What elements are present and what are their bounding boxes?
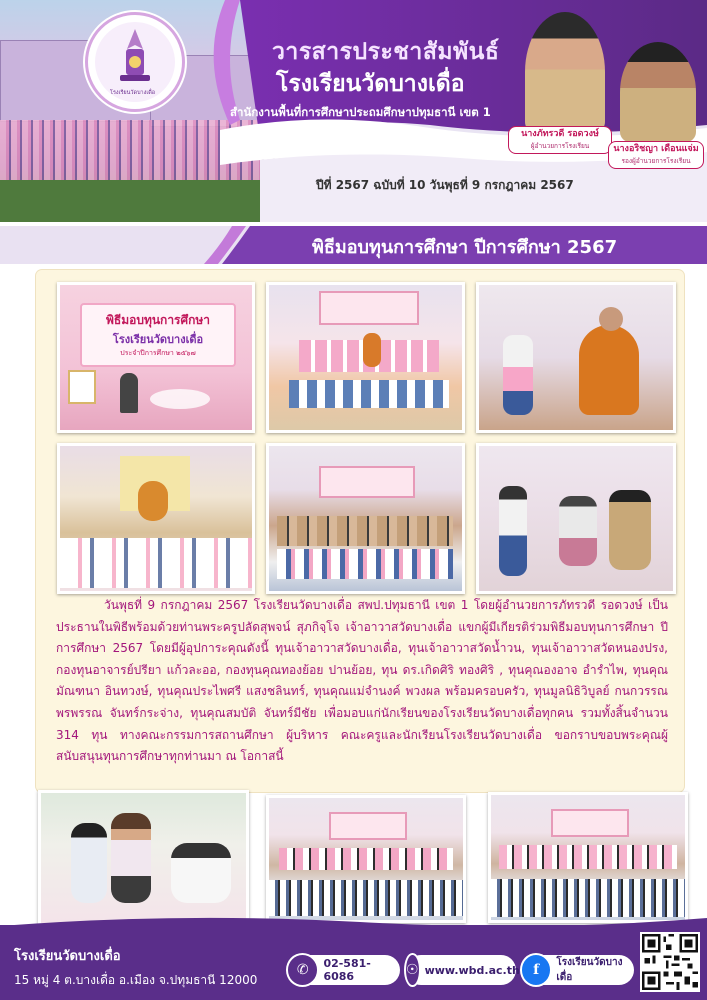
photo-hall-assembly	[266, 795, 466, 923]
deputy-name: นางอริชญา เดือนแจ่ม	[613, 144, 699, 154]
facebook-icon: f	[520, 953, 552, 987]
footer-phone[interactable]	[288, 955, 400, 985]
qr-code-icon[interactable]	[640, 932, 700, 992]
photo-monk-giving-scholarship	[476, 282, 676, 433]
footer-school-name: โรงเรียนวัดบางเดื่อ	[14, 949, 121, 964]
deputy-nametag	[608, 141, 704, 169]
office-subtitle: สำนักงานพื้นที่การศึกษาประถมศึกษาปทุมธานี เขต 1	[230, 105, 491, 119]
school-english-name: WATBANGDUEA SCHOOL	[272, 133, 482, 149]
deputy-role: รองผู้อำนวยการโรงเรียน	[621, 157, 691, 165]
footer-facebook[interactable]	[522, 955, 634, 985]
logo-caption: โรงเรียนวัดบางเดื่อ	[110, 90, 156, 96]
director-role: ผู้อำนวยการโรงเรียน	[530, 142, 590, 150]
photo-students-lineup	[488, 792, 688, 923]
stage-banner-year: ประจำปีการศึกษา ๒๕๖๗	[120, 349, 196, 357]
stage-banner-title: พิธีมอบทุนการศึกษา	[105, 313, 211, 327]
article-body	[56, 595, 668, 768]
director-portrait	[525, 12, 605, 132]
photo-teachers-with-students	[38, 790, 249, 926]
photo-stage-backdrop	[57, 282, 255, 433]
footer-address: 15 หมู่ 4 ต.บางเดื่อ อ.เมือง จ.ปทุมธานี 12000	[14, 973, 258, 987]
phone-number: 02-581-6086	[323, 957, 371, 983]
school-logo	[85, 12, 185, 112]
article-paragraph: วันพุธที่ 9 กรกฎาคม 2567 โรงเรียนวัดบางเดื่อ สพป.ปทุมธานี เขต 1 โดยผู้อำนวยการภัทรวดี รอดวงษ์ เป็นประธานในพิธีพร้อมด้วยท่านพระครูปลัดสุพจน์ สุภกิจฺโจ เจ้าอาวาสวัดบางเดื่อ แขกผู้มีเกียรติร่วมพิธีมอบทุนการศึกษา ปีการศึกษา 2567 โดยมีผู้อุปการะคุณดังนี้ ทุนเจ้าอาวาสวัดบางเดื่อ, ทุนเจ้าอาวาสวัดน้ำวน, ทุนเจ้าอาวาสวัดหนองปรง, กองทุนอาจารย์ปรียา แก้วละออ, กองทุนคุณทองย้อย ปานย้อย, ทุน ดร.เกิดศิริ ทองศิริ , ทุนคุณองอาจ อำรำไพ, ทุนคุณมัณฑนา อินทวงษ์, ทุนคุณประไพศรี แสงชลินทร์, ทุนคุณแม่จำนงค์ พวงผล พร้อมครอบครัว, ทุนมูลนิธิวิบูลย์ กนกวรรณ พรพรรณ จันทร์กระจ่าง, ทุนคุณสมบัติ จันทร์มีชัย เพื่อมอบแก่นักเรียนของโรงเรียนวัดบางเดื่อทุกคน รวมทั้งสิ้นจำนวน 314 ทุน ทางคณะกรรมการสถานศึกษา ผู้บริหาร คณะครูและนักเรียนโรงเรียนวัดบางเดื่อ ขอกราบขอบพระคุณผู้สนับสนุนทุนการศึกษาทุกท่านมา ณ โอกาสนี้	[56, 598, 668, 764]
globe-icon: ☉	[404, 953, 421, 987]
photo-students-with-monk	[266, 282, 465, 433]
section-title: พิธีมอบทุนการศึกษา ปีการศึกษา 2567	[312, 237, 618, 258]
director-name: นางภัทรวดี รอดวงษ์	[521, 129, 599, 139]
school-name-title: โรงเรียนวัดบางเดื่อ	[276, 71, 465, 97]
deputy-portrait	[620, 42, 696, 142]
photo-ceremony-altar	[57, 443, 255, 594]
stage-banner-school: โรงเรียนวัดบางเดื่อ	[112, 333, 204, 346]
footer-website[interactable]	[406, 955, 520, 985]
newsletter-title: วารสารประชาสัมพันธ์	[272, 39, 500, 65]
website-url: www.wbd.ac.th	[424, 963, 520, 977]
phone-icon: ✆	[286, 953, 319, 987]
header	[0, 0, 707, 222]
facebook-page: โรงเรียนวัดบางเดื่อ	[556, 957, 623, 983]
issue-info: ปีที่ 2567 ฉบับที่ 10 วันพุธที่ 9 กรกฎาคม 2567	[316, 178, 574, 192]
photo-student-receiving-scholarship	[476, 443, 676, 594]
director-nametag	[508, 126, 612, 154]
photo-group-picture	[266, 443, 465, 594]
